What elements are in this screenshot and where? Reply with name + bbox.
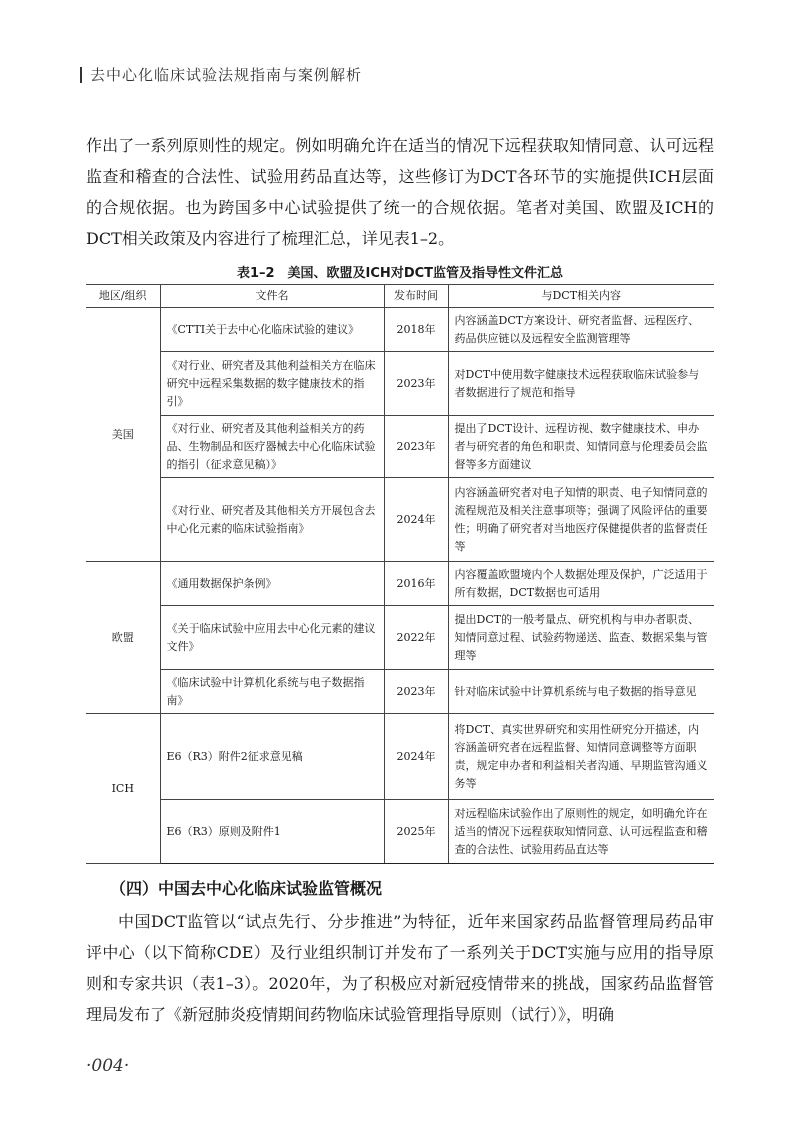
- content-cell: 内容涵盖DCT方案设计、研究者监督、远程医疗、药品供应链以及远程安全监测管理等: [448, 308, 714, 352]
- table-row: [86, 800, 714, 864]
- content-cell: 将DCT、真实世界研究和实用性研究分开描述，内容涵盖研究者在远程监督、知情同意调整等方面职责，规定申办者和利益相关者沟通、早期监管沟通义务等: [448, 714, 714, 800]
- policy-table: [86, 284, 714, 864]
- running-head-bar: [80, 67, 82, 83]
- running-head: [80, 64, 362, 85]
- header-document: 文件名: [160, 285, 384, 308]
- doc-cell: 《对行业、研究者及其他利益相关方的药品、生物制品和医疗器械去中心化临床试验的指引（征求意见稿）》: [160, 416, 384, 478]
- content-cell: 对远程临床试验作出了原则性的规定，如明确允许在适当的情况下远程获取知情同意、认可远程监查和稽查的合法性、试验用药品直达等: [448, 800, 714, 864]
- content-cell: 提出了DCT设计、远程访视、数字健康技术、申办者与研究者的角色和职责、知情同意与伦理委员会监督等多方面建议: [448, 416, 714, 478]
- year-cell: 2023年: [384, 416, 448, 478]
- table-row: [86, 308, 714, 352]
- table-row: [86, 714, 714, 800]
- doc-cell: 《关于临床试验中应用去中心化元素的建议文件》: [160, 606, 384, 670]
- table-row: [86, 670, 714, 714]
- year-cell: 2023年: [384, 670, 448, 714]
- doc-cell: E6（R3）原则及附件1: [160, 800, 384, 864]
- doc-cell: 《对行业、研究者及其他相关方开展包含去中心化元素的临床试验指南》: [160, 478, 384, 562]
- doc-cell: 《对行业、研究者及其他利益相关方在临床研究中远程采集数据的数字健康技术的指引》: [160, 352, 384, 416]
- content-cell: 提出DCT的一般考量点、研究机构与申办者职责、知情同意过程、试验药物递送、监查、数据采集与管理等: [448, 606, 714, 670]
- table-row: [86, 562, 714, 606]
- year-cell: 2024年: [384, 478, 448, 562]
- year-cell: 2018年: [384, 308, 448, 352]
- table-title: 表1–2 美国、欧盟及ICH对DCT监管及指导性文件汇总: [236, 266, 564, 281]
- running-head-title: 去中心化临床试验法规指南与案例解析: [90, 66, 363, 84]
- content-cell: 对DCT中使用数字健康技术远程获取临床试验参与者数据进行了规范和指导: [448, 352, 714, 416]
- doc-cell: 《临床试验中计算机化系统与电子数据指南》: [160, 670, 384, 714]
- table-header-row: [86, 285, 714, 308]
- header-year: 发布时间: [384, 285, 448, 308]
- content-cell: 内容覆盖欧盟境内个人数据处理及保护，广泛适用于所有数据，DCT数据也可适用: [448, 562, 714, 606]
- table-row: [86, 606, 714, 670]
- section-heading: （四）中国去中心化临床试验监管概况: [110, 879, 383, 898]
- table-row: [86, 416, 714, 478]
- header-content: 与DCT相关内容: [448, 285, 714, 308]
- region-cell-ich: ICH: [86, 714, 160, 864]
- year-cell: 2024年: [384, 714, 448, 800]
- content-cell: 内容涵盖研究者对电子知情的职责、电子知情同意的流程规范及相关注意事项等；强调了风险评估的重要性；明确了研究者对当地医疗保健提供者的监督责任等: [448, 478, 714, 562]
- year-cell: 2022年: [384, 606, 448, 670]
- year-cell: 2025年: [384, 800, 448, 864]
- table-row: [86, 352, 714, 416]
- region-cell-eu: 欧盟: [86, 562, 160, 714]
- header-region: 地区/组织: [86, 285, 160, 308]
- section-paragraph: 中国DCT监管以“试点先行、分步推进”为特征，近年来国家药品监督管理局药品审评中心（以下简称CDE）及行业组织制订并发布了一系列关于DCT实施与应用的指导原则和专家共识（表1–3）。2020年，为了积极应对新冠疫情带来的挑战，国家药品监督管理局发布了《新冠肺炎疫情期间药物临床试验管理指导原则（试行）》，明确: [86, 912, 714, 1024]
- year-cell: 2023年: [384, 352, 448, 416]
- table-row: [86, 478, 714, 562]
- doc-cell: 《CTTI关于去中心化临床试验的建议》: [160, 308, 384, 352]
- doc-cell: E6（R3）附件2征求意见稿: [160, 714, 384, 800]
- region-cell-usa: 美国: [86, 308, 160, 562]
- content-cell: 针对临床试验中计算机系统与电子数据的指导意见: [448, 670, 714, 714]
- year-cell: 2016年: [384, 562, 448, 606]
- intro-paragraph: 作出了一系列原则性的规定。例如明确允许在适当的情况下远程获取知情同意、认可远程监查和稽查的合法性、试验用药品直达等，这些修订为DCT各环节的实施提供ICH层面的合规依据。也为跨国多中心试验提供了统一的合规依据。笔者对美国、欧盟及ICH的DCT相关政策及内容进行了梳理汇总，详见表1–2。: [86, 136, 714, 248]
- page-number: ·004·: [86, 1056, 130, 1076]
- doc-cell: 《通用数据保护条例》: [160, 562, 384, 606]
